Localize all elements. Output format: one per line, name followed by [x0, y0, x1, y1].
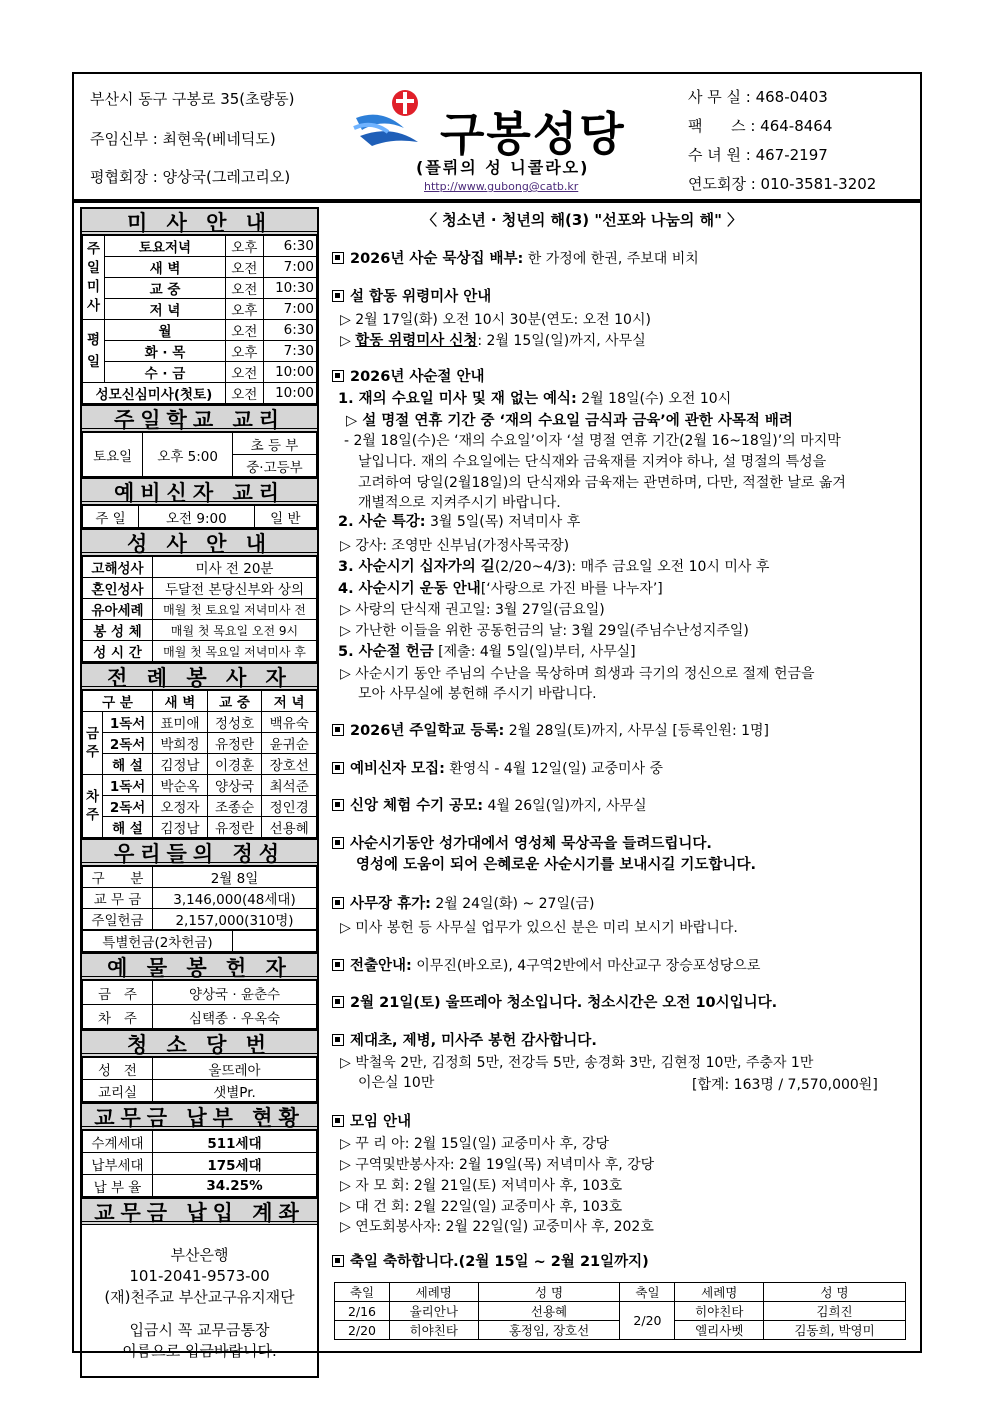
mass-time: 10:00	[263, 383, 316, 404]
notice-line	[332, 249, 699, 269]
cleaning-title: 청 소 당 번	[82, 1029, 317, 1057]
server: 조종순	[207, 796, 262, 817]
notice-text: ▷ 사순시기 동안 주님의 수난을 묵상하며 희생과 극기의 정신으로 절제 헌금을	[340, 666, 815, 682]
notice-line	[332, 1252, 649, 1272]
class-time: 오후 5:00	[143, 433, 233, 477]
square-bullet-icon	[332, 1034, 344, 1046]
mass-name: 월	[105, 320, 226, 341]
square-bullet-icon	[332, 290, 344, 302]
notice-text: 이무진(바오로), 4구역2반에서 마산교구 장승포성당으로	[411, 958, 761, 974]
offering-label: 구 분	[83, 867, 153, 888]
notice-text: 4월 26일(일)까지, 사무실	[483, 798, 647, 814]
notice-line	[332, 473, 846, 493]
notice-heading: 신앙 체험 수기 공모:	[350, 798, 483, 814]
mass-ampm: 오전	[225, 383, 263, 404]
notice-line	[332, 796, 647, 816]
notice-line	[332, 993, 777, 1013]
notice-text: 한 가정에 한권, 주보대 비치	[523, 251, 699, 267]
notice-text: ▷ 자 모 회: 2월 21일(토) 저녁미사 후, 103호	[340, 1178, 623, 1194]
square-bullet-icon	[332, 724, 344, 736]
class-day: 주 일	[83, 506, 139, 528]
dues-value: 34.25%	[153, 1175, 317, 1197]
notice-text: ▷ 연도회봉사자: 2월 22일(일) 교중미사 후, 202호	[340, 1219, 654, 1235]
mass-ampm: 오후	[225, 341, 263, 362]
square-bullet-icon	[332, 897, 344, 909]
notice-heading: 2026년 사순절 안내	[350, 369, 485, 385]
role: 2독서	[103, 796, 153, 817]
baptismal-name: 히야친타	[389, 1321, 478, 1340]
cleaning-table	[82, 1057, 317, 1102]
notice-heading: 2월 21일(토) 울뜨레아 청소입니다. 청소시간은 오전 10시입니다.	[350, 995, 778, 1011]
notice-line	[332, 1176, 622, 1196]
server: 유정란	[207, 733, 262, 754]
notice-line	[332, 1134, 609, 1154]
class-group: 중·고등부	[233, 455, 317, 477]
mass-name: 화 · 목	[105, 341, 226, 362]
notice-text: : 2월 15일(일)까지, 사무실	[477, 333, 646, 349]
class-group: 초 등 부	[233, 433, 317, 455]
notice-line	[332, 512, 580, 532]
square-bullet-icon	[332, 1115, 344, 1127]
notice-heading: 영성에 도움이 되어 은혜로운 사순시기를 보내시길 기도합니다.	[356, 857, 756, 873]
server: 윤귀순	[262, 733, 317, 754]
notice-line	[332, 834, 712, 854]
week-label: 금주	[83, 712, 103, 775]
col-header: 축일	[335, 1283, 390, 1302]
donor-week: 금 주	[83, 981, 153, 1005]
notice-text: ▷ 강사: 조영만 신부님(가정사목국장)	[340, 538, 570, 554]
server: 박희정	[153, 733, 208, 754]
server: 백유숙	[262, 712, 317, 733]
notice-text: 날입니다. 재의 수요일에는 단식재와 금육재를 지켜야 하나, 설 명절의 특성을	[358, 454, 827, 470]
notice-line	[332, 918, 738, 938]
notice-line	[332, 759, 663, 779]
donor-week: 차 주	[83, 1005, 153, 1029]
address: 부산시 동구 구봉로 35(초량동)	[90, 90, 295, 108]
website-link[interactable]: http://www.gubong@catb.kr	[424, 180, 579, 193]
pastor: 주임신부 : 최현욱(베네딕도)	[90, 130, 276, 148]
offering-value: 2,157,000(310명)	[153, 909, 317, 930]
notice-line	[332, 684, 597, 704]
col-header: 세례명	[675, 1283, 764, 1302]
notice-line	[332, 310, 651, 330]
notice-heading: 모임 안내	[350, 1114, 412, 1130]
server: 장호선	[262, 754, 317, 775]
person-name: 김희진	[764, 1302, 906, 1321]
role: 해 설	[103, 754, 153, 775]
notice-heading: 2026년 주일학교 등록:	[350, 723, 505, 739]
dues-table	[82, 1130, 317, 1197]
sunday-mass-label: 주일미사	[83, 236, 105, 320]
notice-heading: 1. 재의 수요일 미사 및 재 없는 예식:	[338, 391, 577, 407]
notice-heading: 축일 축하합니다.(2월 15일 ~ 2월 21일까지)	[350, 1254, 649, 1270]
sacrament-info: 매월 첫 토요일 저녁미사 전	[153, 599, 317, 620]
square-bullet-icon	[332, 799, 344, 811]
server: 선용혜	[262, 817, 317, 838]
cleaning-area: 교리실	[83, 1080, 153, 1102]
server: 최석준	[262, 775, 317, 796]
notice-heading: 2. 사순 특강:	[338, 514, 426, 530]
mass-name: 수 · 금	[105, 362, 226, 383]
server: 박순옥	[153, 775, 208, 796]
col-header: 새 벽	[153, 691, 208, 712]
notice-line	[332, 411, 793, 431]
mass-ampm: 오후	[225, 299, 263, 320]
notice-line	[332, 956, 760, 976]
notice-line	[332, 855, 756, 875]
mass-name: 저 녁	[105, 299, 226, 320]
feast-date: 2/20	[335, 1321, 390, 1340]
special-offering-table	[82, 930, 317, 952]
notice-line	[332, 1197, 622, 1217]
sacrament-info: 두달전 본당신부와 상의	[153, 578, 317, 599]
notice-line	[332, 431, 841, 451]
special-offering-label: 특별헌금(2차헌금)	[83, 931, 233, 952]
mass-name: 토요저녁	[105, 236, 226, 257]
notice-text: 고려하여 당일(2월18일)의 단식재와 금육재는 관면하며, 다만, 적절한 날로 옮겨	[358, 475, 846, 491]
account-note: 이름으로 입금바랍니다.	[122, 1342, 277, 1360]
class-day: 토요일	[83, 433, 143, 477]
weekday-mass-label: 평일	[83, 320, 105, 383]
notice-text: 2월 24일(화) ~ 27일(금)	[430, 896, 595, 912]
person-name: 선용혜	[478, 1302, 620, 1321]
mass-ampm: 오후	[225, 236, 263, 257]
left-sidebar	[80, 207, 319, 1378]
mass-name: 교 중	[105, 278, 226, 299]
notice-line	[332, 1053, 813, 1073]
header-divider	[72, 199, 922, 203]
donors-table	[82, 980, 317, 1029]
special-offering-value	[233, 931, 317, 952]
catechumen-table	[82, 505, 317, 528]
account-holder: (재)천주교 부산교구유지재단	[104, 1288, 295, 1306]
convent-phone: 수 녀 원 : 467-2197	[688, 146, 828, 164]
role: 해 설	[103, 817, 153, 838]
server: 김정남	[153, 754, 208, 775]
notice-text: 2월 18일(수) 오전 10시	[576, 391, 732, 407]
offering-value: 2월 8일	[153, 867, 317, 888]
mass-time: 7:30	[263, 341, 316, 362]
donation-total: [합계: 163명 / 7,570,000원]	[692, 1077, 878, 1093]
mass-table	[82, 235, 317, 404]
server: 김정남	[153, 817, 208, 838]
notice-line	[332, 557, 769, 577]
sacrament-name: 고해성사	[83, 557, 153, 578]
notice-text: ▷ 2월 17일(화) 오전 10시 30분(연도: 오전 10시)	[340, 312, 651, 328]
notice-text: ▷ 박철욱 2만, 김정희 5만, 전강득 5만, 송경화 3만, 김현정 10만, 주충자 1만	[340, 1055, 814, 1071]
notice-line	[332, 642, 636, 662]
sacrament-info: 미사 전 20분	[153, 557, 317, 578]
class-group: 일 반	[254, 506, 316, 528]
notice-line	[332, 1155, 654, 1175]
notice-heading: ▷ 설 명절 연휴 기간 중 ‘재의 수요일 금식과 금육’에 관한 사목적 배려	[346, 413, 793, 429]
notice-heading: 전출안내:	[350, 958, 412, 974]
notice-text: ▷ 구역및반봉사자: 2월 19일(목) 저녁미사 후, 강당	[340, 1157, 655, 1173]
mass-ampm: 오전	[225, 278, 263, 299]
mass-ampm: 오전	[225, 362, 263, 383]
sacraments-title: 성 사 안 내	[82, 528, 317, 556]
sacrament-info: 매월 첫 목요일 저녁미사 후	[153, 641, 317, 662]
account-title: 교무금 납입 계좌	[82, 1197, 317, 1225]
headline: 〈 청소년 · 청년의 해(3) "선포와 나눔의 해" 〉	[422, 211, 743, 229]
feast-date: 2/16	[335, 1302, 390, 1321]
feast-table-wrap	[334, 1282, 906, 1340]
notice-text: ▷ 가난한 이들을 위한 공동헌금의 날: 3월 29일(주님수난성지주일)	[340, 623, 749, 639]
arrow-bullet: ▷	[340, 333, 356, 349]
dues-value: 175세대	[153, 1153, 317, 1175]
notice-line	[332, 600, 605, 620]
donor-names: 심택종 · 우옥숙	[153, 1005, 317, 1029]
donor-names: 양상국 · 윤춘수	[153, 981, 317, 1005]
square-bullet-icon	[332, 1255, 344, 1267]
notice-line	[332, 536, 569, 556]
server: 양상국	[207, 775, 262, 796]
account-info	[82, 1225, 317, 1376]
notice-line	[332, 1217, 654, 1237]
notice-line	[332, 894, 594, 914]
sacrament-info: 매월 첫 목요일 오전 9시	[153, 620, 317, 641]
server: 정성호	[207, 712, 262, 733]
notice-heading: 2026년 사순 묵상집 배부:	[350, 251, 524, 267]
notice-heading: 제대초, 제병, 미사주 봉헌 감사합니다.	[350, 1033, 597, 1049]
servers-title: 전 례 봉 사 자	[82, 662, 317, 690]
notice-heading: 설 합동 위령미사 안내	[350, 289, 492, 305]
notice-text: [제출: 4월 5일(일)부터, 사무실]	[433, 644, 636, 660]
mass-time: 6:30	[263, 320, 316, 341]
dues-label: 납부세대	[83, 1153, 153, 1175]
bank-name: 부산은행	[170, 1246, 229, 1264]
notice-heading: 4. 사순시기 운동 안내	[338, 581, 481, 597]
col-header: 성 명	[478, 1283, 620, 1302]
notice-line	[332, 493, 561, 513]
notice-text: 환영식 - 4월 12일(일) 교중미사 중	[444, 761, 664, 777]
notice-line	[332, 287, 491, 307]
offering-label: 주일헌금	[83, 909, 153, 930]
notice-heading: 사무장 휴가:	[350, 896, 431, 912]
notice-text: ▷ 미사 봉헌 등 사무실 업무가 있으신 분은 미리 보시기 바랍니다.	[340, 920, 738, 936]
sacraments-table	[82, 556, 317, 662]
notice-line	[332, 579, 663, 599]
col-header: 교 중	[207, 691, 262, 712]
offering-label: 교 무 금	[83, 888, 153, 909]
mass-name: 성모신심미사(첫토)	[83, 383, 226, 404]
notice-line	[332, 389, 731, 409]
mass-title: 미 사 안 내	[82, 207, 317, 235]
notice-text: 모아 사무실에 봉헌해 주시기 바랍니다.	[358, 686, 597, 702]
mass-time: 10:00	[263, 362, 316, 383]
baptismal-name: 율리안나	[389, 1302, 478, 1321]
notice-text: 개별적으로 지켜주시기 바랍니다.	[358, 495, 561, 511]
sacrament-name: 유아세례	[83, 599, 153, 620]
dues-title: 교무금 납부 현황	[82, 1102, 317, 1130]
notice-line	[332, 331, 646, 351]
servers-table	[82, 690, 317, 838]
col-header: 구 분	[83, 691, 153, 712]
sacrament-name: 혼인성사	[83, 578, 153, 599]
office-phone: 사 무 실 : 468-0403	[688, 88, 828, 106]
square-bullet-icon	[332, 959, 344, 971]
server: 표미애	[153, 712, 208, 733]
cleaning-area: 성 전	[83, 1058, 153, 1080]
notice-text: [‘사랑으로 가진 바를 나누자’]	[480, 581, 663, 597]
square-bullet-icon	[332, 252, 344, 264]
mass-time: 7:00	[263, 257, 316, 278]
offering-value: 3,146,000(48세대)	[153, 888, 317, 909]
week-label: 차주	[83, 775, 103, 838]
square-bullet-icon	[332, 837, 344, 849]
baptismal-name: 히야친타	[675, 1302, 764, 1321]
donors-title: 예 물 봉 헌 자	[82, 952, 317, 980]
mass-ampm: 오전	[225, 257, 263, 278]
notice-text: 2월 28일(토)까지, 사무실 [등록인원: 1명]	[504, 723, 770, 739]
col-header: 세례명	[389, 1283, 478, 1302]
square-bullet-icon	[332, 370, 344, 382]
person-name: 홍정임, 장호선	[478, 1321, 620, 1340]
person-name: 김동희, 박영미	[764, 1321, 906, 1340]
offering-table	[82, 866, 317, 930]
notice-line	[332, 367, 485, 387]
sacrament-name: 봉 성 체	[83, 620, 153, 641]
feast-table	[334, 1282, 906, 1340]
notice-line	[332, 452, 826, 472]
notice-line	[332, 664, 815, 684]
dues-label: 수계세대	[83, 1131, 153, 1153]
role: 2독서	[103, 733, 153, 754]
feast-date: 2/20	[620, 1302, 675, 1340]
notice-line	[332, 1112, 411, 1132]
patron-saint: (플뤼의 성 니콜라오)	[416, 158, 590, 177]
sunday-school-title: 주일학교 교리	[82, 404, 317, 432]
account-number: 101-2041-9573-00	[129, 1267, 270, 1285]
col-header: 축일	[620, 1283, 675, 1302]
dues-label: 납 부 율	[83, 1175, 153, 1197]
square-bullet-icon	[332, 762, 344, 774]
notice-text: 이은실 10만	[358, 1075, 435, 1091]
server: 오정자	[153, 796, 208, 817]
mass-name: 새 벽	[105, 257, 226, 278]
server: 유정란	[207, 817, 262, 838]
cleaning-group: 울뜨레아	[153, 1058, 317, 1080]
mass-time: 7:00	[263, 299, 316, 320]
church-name: 구봉성당	[440, 107, 626, 161]
notice-text: 3월 5일(목) 저녁미사 후	[425, 514, 581, 530]
notice-text: (2/20~4/3): 매주 금요일 오전 10시 미사 후	[494, 559, 770, 575]
notice-heading: 5. 사순절 헌금	[338, 644, 434, 660]
cleaning-group: 샛별Pr.	[153, 1080, 317, 1102]
church-logo-icon	[352, 88, 432, 148]
server: 이경훈	[207, 754, 262, 775]
account-note: 입금시 꼭 교무금통장	[129, 1321, 270, 1339]
notice-heading: 예비신자 모집:	[350, 761, 445, 777]
notice-line	[332, 1031, 597, 1051]
role: 1독서	[103, 712, 153, 733]
class-time: 오전 9:00	[139, 506, 255, 528]
notice-line	[332, 1073, 434, 1093]
mass-time: 6:30	[263, 236, 316, 257]
notice-text: ▷ 꾸 리 아: 2월 15일(일) 교중미사 후, 강당	[340, 1136, 609, 1152]
fax: 팩 스 : 464-8464	[688, 117, 833, 135]
notice-text: - 2월 18일(수)은 ‘재의 수요일’이자 ‘설 명절 연휴 기간(2월 16~18일)’의 마지막	[344, 433, 841, 449]
notice-line	[332, 721, 769, 741]
server: 정인경	[262, 796, 317, 817]
notice-heading: 사순시기동안 성가대에서 영성체 묵상곡을 들려드립니다.	[350, 836, 712, 852]
role: 1독서	[103, 775, 153, 796]
sacrament-name: 성 시 간	[83, 641, 153, 662]
offering-title: 우리들의 정성	[82, 838, 317, 866]
dues-value: 511세대	[153, 1131, 317, 1153]
mass-ampm: 오전	[225, 320, 263, 341]
notice-text: ▷ 대 건 회: 2월 22일(일) 교중미사 후, 103호	[340, 1199, 623, 1215]
yeondo-president-phone: 연도회장 : 010-3581-3202	[688, 175, 877, 193]
square-bullet-icon	[332, 996, 344, 1008]
council-president: 평협회장 : 양상국(그레고리오)	[90, 168, 291, 186]
notice-text: ▷ 사랑의 단식재 권고일: 3월 27일(금요일)	[340, 602, 605, 618]
baptismal-name: 엘리사벳	[675, 1321, 764, 1340]
sunday-school-table	[82, 432, 317, 477]
notice-heading: 합동 위령미사 신청	[355, 333, 478, 349]
mass-time: 10:30	[263, 278, 316, 299]
notice-heading: 3. 사순시기 십자가의 길	[338, 559, 495, 575]
col-header: 저 녁	[262, 691, 317, 712]
notice-line	[332, 621, 749, 641]
col-header: 성 명	[764, 1283, 906, 1302]
catechumen-title: 예비신자 교리	[82, 477, 317, 505]
